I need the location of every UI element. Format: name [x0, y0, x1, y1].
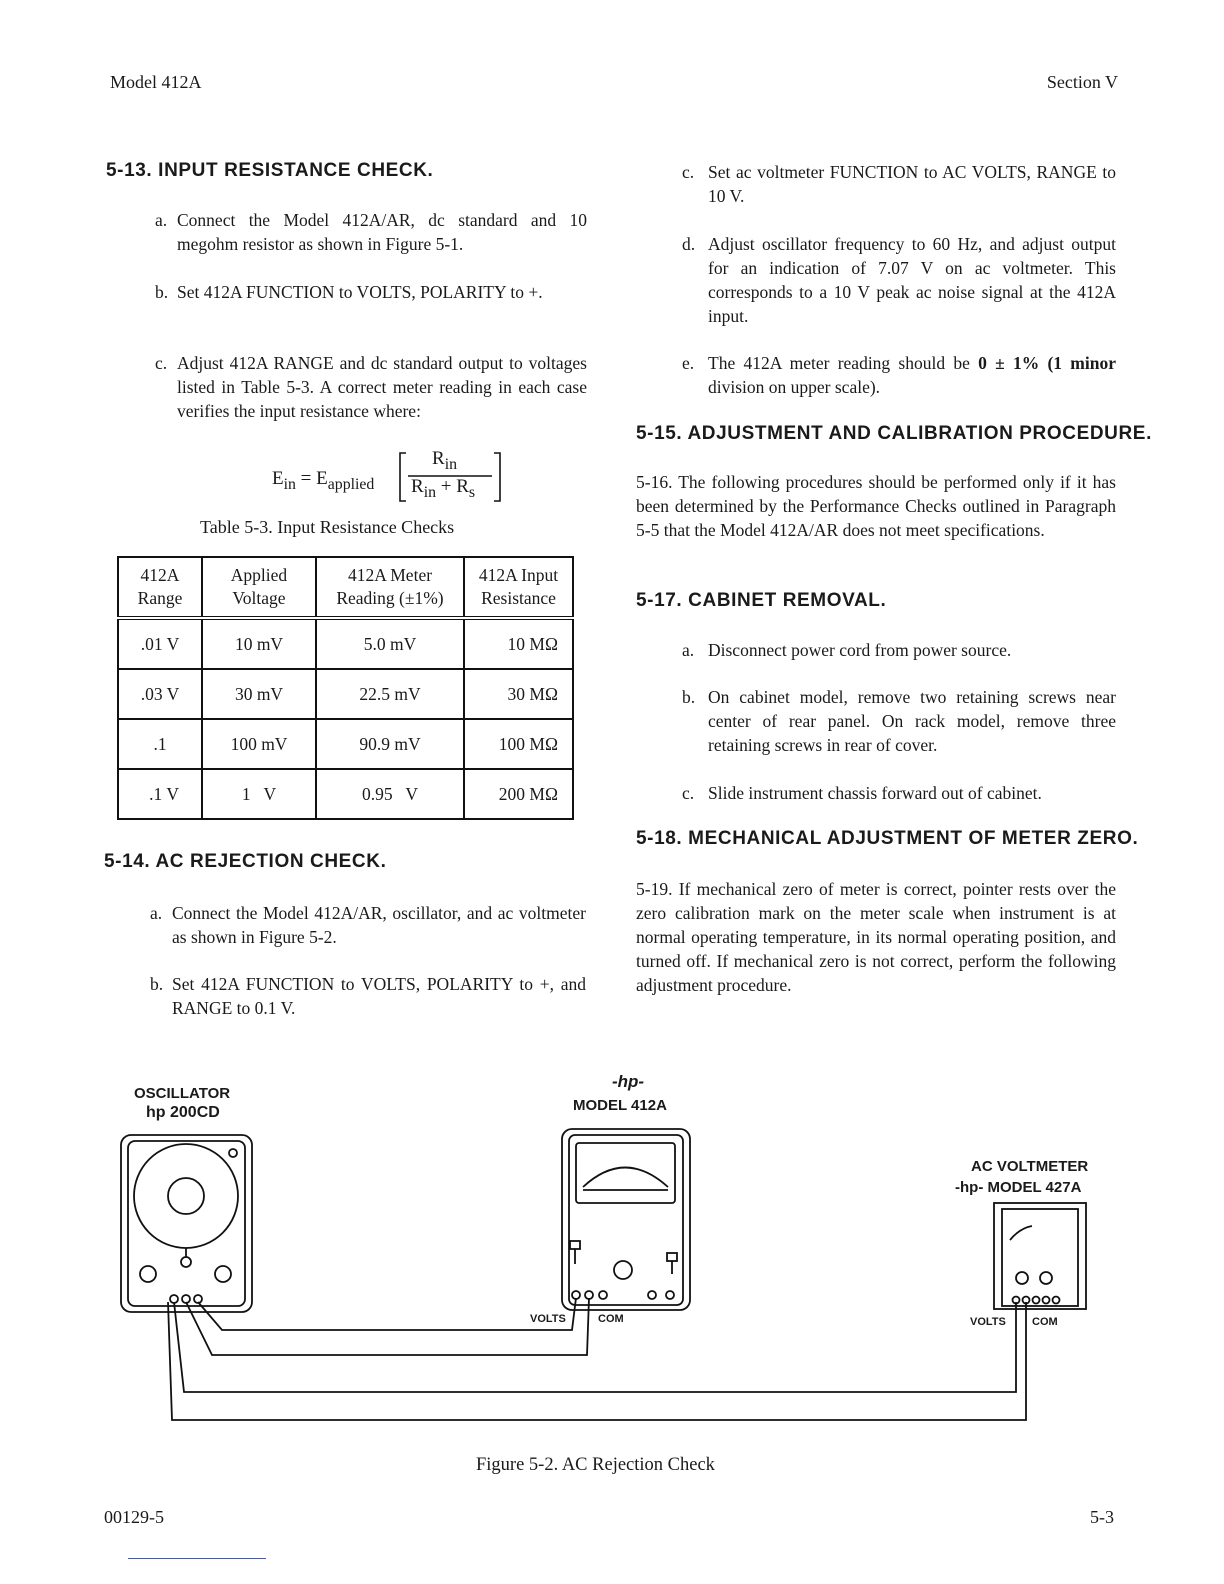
item-text: Disconnect power cord from power source. [708, 640, 1012, 660]
item-text: Connect the Model 412A/AR, oscillator, and ac voltmeter as shown in Figure 5-2. [172, 903, 586, 947]
table-cell: .1 V [118, 769, 202, 819]
item-text: Set ac voltmeter FUNCTION to AC VOLTS, RANGE to 10 V. [708, 162, 1116, 206]
connecting-wires [168, 1298, 1026, 1420]
item-text: Connect the Model 412A/AR, dc standard and 10 megohm resistor as shown in Figure 5-1. [177, 210, 587, 254]
com-terminal-label-427a: COM [1032, 1316, 1058, 1328]
table-row [118, 618, 573, 669]
volts-terminal-label-427a: VOLTS [970, 1316, 1006, 1328]
table-cell: 22.5 mV [316, 669, 464, 719]
table-row [118, 719, 573, 769]
item-text: On cabinet model, remove two retaining screws near center of rear panel. On rack model, remove three retaining screws in rear of cover. [708, 687, 1116, 755]
table-cell: 100 mV [202, 719, 316, 769]
hp-logo-label: -hp- [612, 1072, 645, 1091]
table-cell: 90.9 mV [316, 719, 464, 769]
item-label: c. [682, 162, 695, 182]
input-resistance-formula: $E_{in} = E_{applied}$ $R_{in}$ $R_{in} + R_s$ [272, 450, 512, 506]
list-item [155, 280, 587, 304]
running-header-model: Model 412A [110, 72, 202, 92]
list-item [682, 781, 1116, 805]
item-label: a. [682, 640, 695, 660]
section-5-18-title: 5-18. MECHANICAL ADJUSTMENT OF METER ZERO. [636, 828, 1139, 849]
table-row [118, 669, 573, 719]
table-row [118, 769, 573, 819]
table-cell: 100 MΩ [464, 719, 573, 769]
voltmeter-model-label: -hp- MODEL 427A [955, 1179, 1082, 1196]
section-5-14-title: 5-14. AC REJECTION CHECK. [104, 851, 387, 872]
header-input-resistance: 412A Input Resistance [464, 557, 573, 618]
header-voltage: Applied Voltage [202, 557, 316, 618]
header-meter-reading: 412A Meter Reading (±1%) [316, 557, 464, 618]
item-text: Set 412A FUNCTION to VOLTS, POLARITY to +, and RANGE to 0.1 V. [172, 974, 586, 1018]
table-cell: .03 V [118, 669, 202, 719]
table-header-row [118, 557, 573, 618]
list-item [155, 351, 587, 423]
item-text: Slide instrument chassis forward out of cabinet. [708, 783, 1042, 803]
running-header-section: Section V [1046, 72, 1118, 92]
formula-numerator: $R_{in}$ [432, 448, 457, 473]
table-cell: 1 V [202, 769, 316, 819]
paragraph-5-19: 5-19. If mechanical zero of meter is correct, pointer rests over the zero calibration mark on the meter scale when instrument is at normal operating temperature, in its normal operating position, and turned off. If mechanical zero is not correct, perform the following adjustment procedure. [636, 879, 1116, 995]
list-item [682, 638, 1116, 662]
footer-rule [128, 1558, 266, 1559]
item-label: e. [682, 353, 695, 373]
list-item [682, 232, 1116, 328]
item-label: a. [155, 210, 168, 230]
oscillator-instrument [121, 1135, 252, 1312]
list-item [682, 685, 1116, 757]
item-label: c. [682, 783, 695, 803]
paragraph-5-16: 5-16. The following procedures should be performed only if it has been determined by the Performance Checks outlined in Paragraph 5-5 that the Model 412A/AR does not meet specifications. [636, 472, 1116, 540]
formula-denominator: $R_{in} + R_s$ [411, 476, 476, 501]
figure-caption: Figure 5-2. AC Rejection Check [476, 1455, 715, 1475]
list-item [150, 901, 586, 949]
table-cell: 5.0 mV [316, 618, 464, 669]
com-terminal-label-412a: COM [598, 1313, 624, 1325]
section-5-13-title: 5-13. INPUT RESISTANCE CHECK. [106, 160, 434, 181]
section-5-17-title: 5-17. CABINET REMOVAL. [636, 590, 887, 611]
footer-doc-number: 00129-5 [104, 1507, 164, 1527]
item-text: Adjust 412A RANGE and dc standard output to voltages listed in Table 5-3. A correct meter reading in each case verifies the input resistance where: [177, 353, 587, 421]
table-cell: 10 MΩ [464, 618, 573, 669]
table-caption: Table 5-3. Input Resistance Checks [200, 517, 455, 537]
oscillator-model-label: hp 200CD [146, 1104, 220, 1121]
item-text: Set 412A FUNCTION to VOLTS, POLARITY to +. [177, 282, 543, 302]
table-cell: 10 mV [202, 618, 316, 669]
item-label: a. [150, 903, 163, 923]
ac-voltmeter-instrument [994, 1203, 1086, 1309]
footer-page-number: 5-3 [1090, 1507, 1114, 1527]
list-item [682, 160, 1116, 208]
item-label: d. [682, 234, 696, 254]
list-item [155, 208, 587, 256]
item-label: b. [155, 282, 169, 302]
table-cell: 200 MΩ [464, 769, 573, 819]
volts-terminal-label-412a: VOLTS [530, 1313, 566, 1325]
table-cell: 30 mV [202, 669, 316, 719]
section-5-15-title: 5-15. ADJUSTMENT AND CALIBRATION PROCEDURE. [636, 423, 1152, 444]
item-label: c. [155, 353, 168, 373]
table-cell: 0.95 V [316, 769, 464, 819]
list-item [150, 972, 586, 1020]
model-412a-label: MODEL 412A [573, 1097, 667, 1114]
table-cell: .1 [118, 719, 202, 769]
list-item [682, 351, 1116, 399]
header-range: 412A Range [118, 557, 202, 618]
model-412a-instrument [562, 1129, 690, 1310]
item-label: b. [682, 687, 696, 707]
oscillator-label: OSCILLATOR [134, 1085, 231, 1102]
item-text: The 412A meter reading should be 0 ± 1% (1 minor division on upper scale). [708, 353, 1116, 397]
table-cell: .01 V [118, 618, 202, 669]
table-cell: 30 MΩ [464, 669, 573, 719]
item-text: Adjust oscillator frequency to 60 Hz, and adjust output for an indication of 7.07 V on ac voltmeter. This corresponds to a 10 V peak ac noise signal at the 412A input. [708, 234, 1116, 326]
input-resistance-table [117, 556, 574, 820]
ac-voltmeter-label: AC VOLTMETER [971, 1158, 1089, 1175]
item-label: b. [150, 974, 164, 994]
